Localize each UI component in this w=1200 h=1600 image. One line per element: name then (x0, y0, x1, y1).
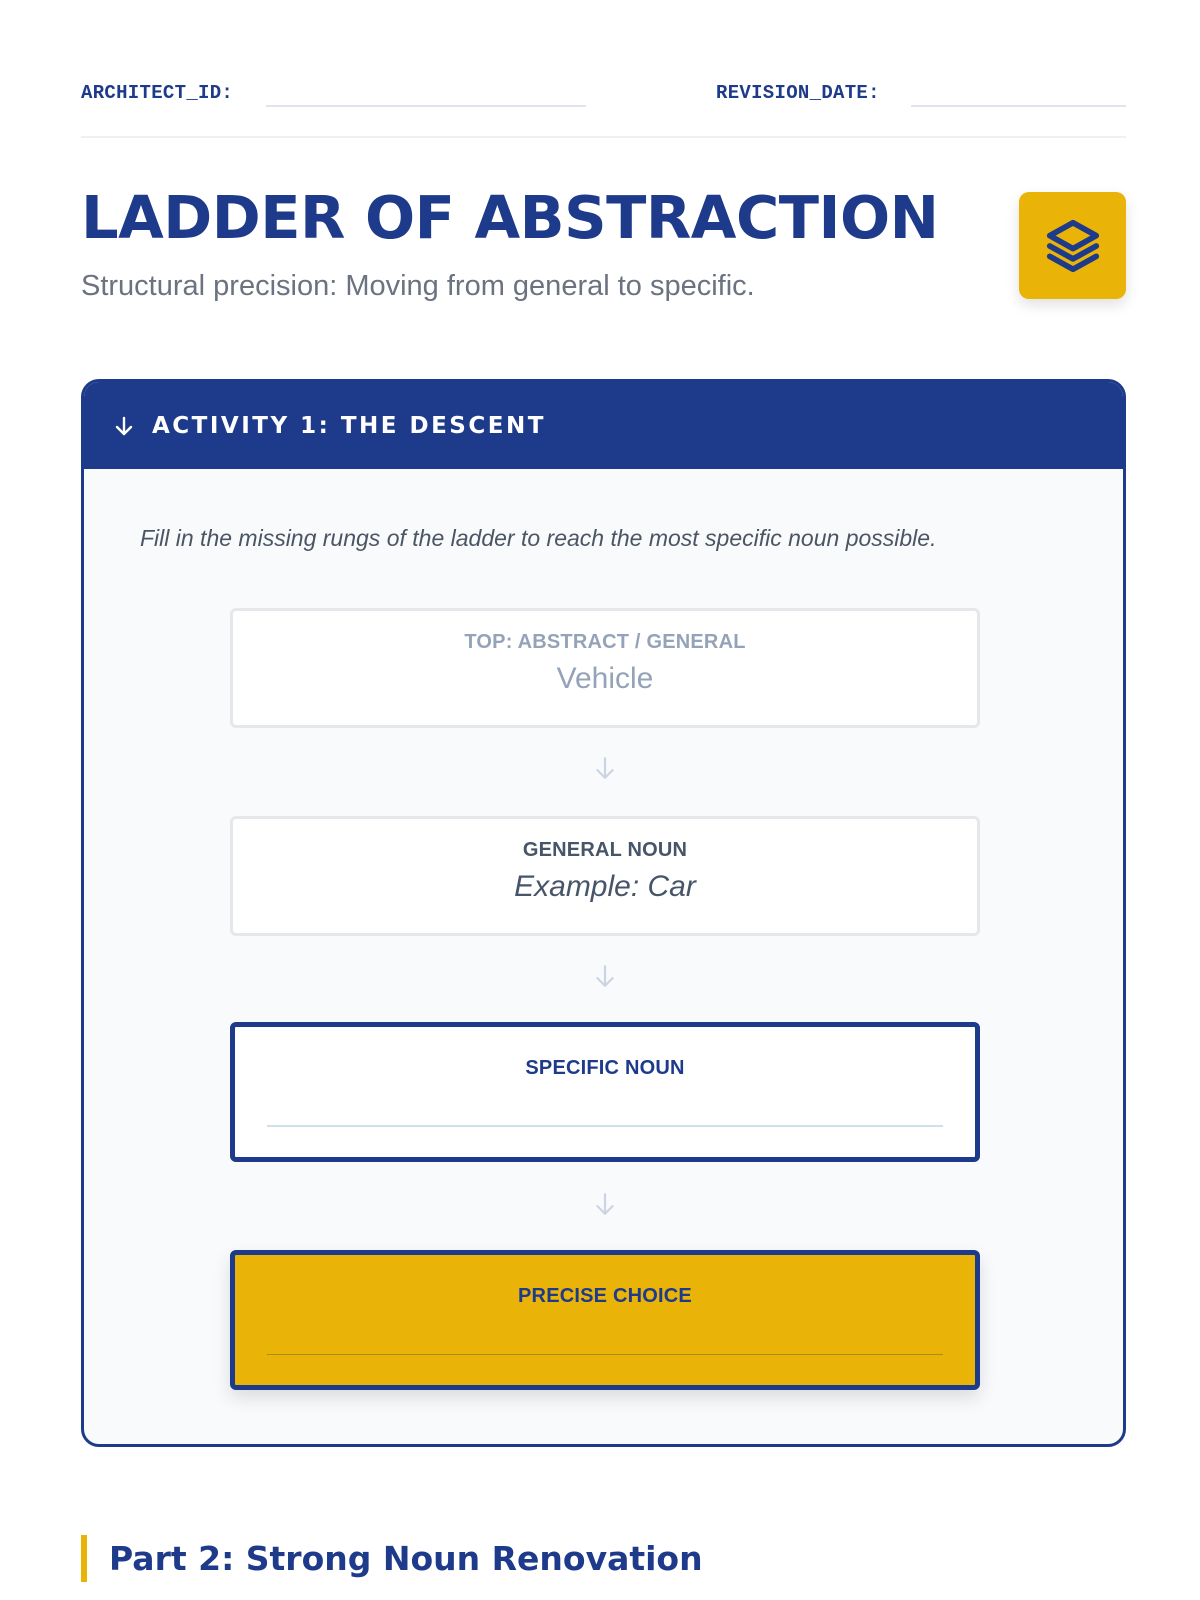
rung-precise-choice[interactable] (230, 1250, 980, 1390)
rung-value: Vehicle (556, 662, 654, 695)
rung-value: Example: Car (514, 870, 696, 903)
document-meta-row (81, 78, 1126, 138)
stacked-layers-icon (1042, 215, 1104, 277)
precise-choice-input[interactable] (267, 1354, 943, 1356)
rung-label: PRECISE CHOICE (518, 1285, 692, 1307)
activity-card (81, 379, 1126, 1447)
rung-label: TOP: ABSTRACT / GENERAL (464, 631, 746, 653)
architect-id-label: ARCHITECT_ID: (81, 82, 234, 104)
rung-abstract (230, 608, 980, 728)
part-2-title: Part 2: Strong Noun Renovation (109, 1539, 703, 1578)
connector-arrow-down-icon (592, 754, 618, 782)
activity-header (84, 382, 1123, 469)
activity-title: ACTIVITY 1: THE DESCENT (152, 412, 546, 439)
revision-date-field[interactable] (911, 105, 1126, 107)
rung-label: GENERAL NOUN (522, 839, 688, 861)
rung-general-noun (230, 816, 980, 936)
page-subtitle: Structural precision: Moving from general to specific. (81, 270, 755, 302)
rung-label: SPECIFIC NOUN (525, 1057, 685, 1079)
page-title: LADDER OF ABSTRACTION (81, 183, 939, 252)
rung-specific-noun[interactable] (230, 1022, 980, 1162)
logo-badge (1019, 192, 1126, 299)
architect-id-field[interactable] (266, 105, 586, 107)
part-2-heading (81, 1535, 703, 1582)
activity-instructions: Fill in the missing rungs of the ladder to reach the most specific noun possible. (140, 525, 937, 551)
connector-arrow-down-icon (592, 1190, 618, 1218)
specific-noun-input[interactable] (267, 1125, 943, 1127)
revision-date-label: REVISION_DATE: (716, 82, 880, 104)
connector-arrow-down-icon (592, 962, 618, 990)
arrow-down-icon (112, 414, 136, 438)
